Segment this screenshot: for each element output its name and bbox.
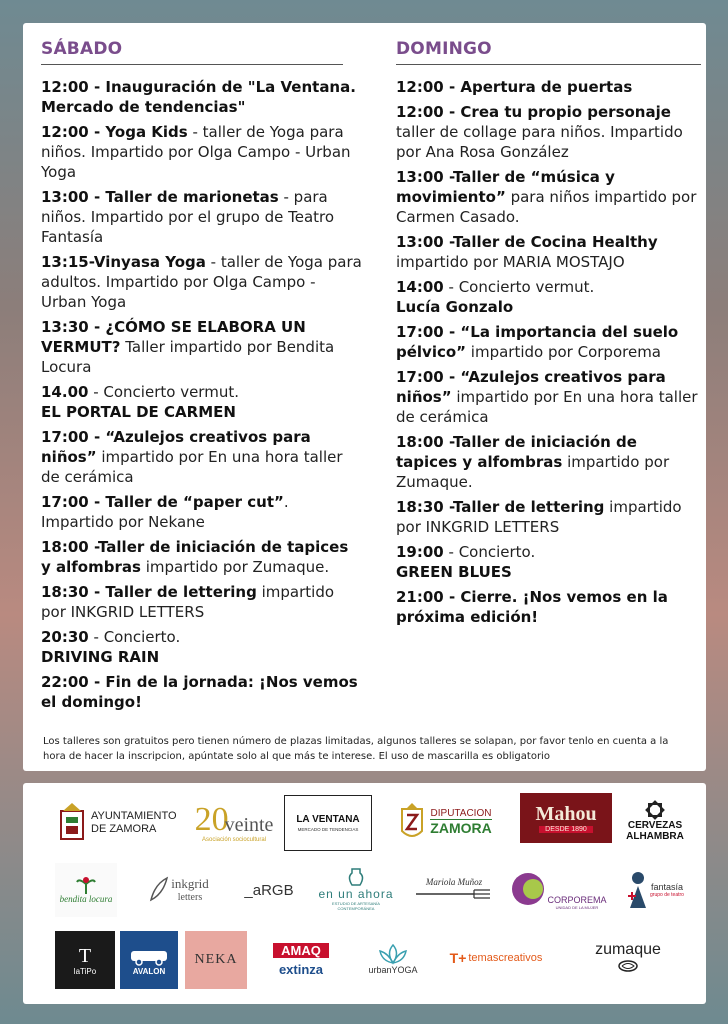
schedule-event [396,77,701,97]
event-highlight: 18:00 -Taller de iniciación de tapices y alfombras [41,538,349,576]
schedule-event [396,587,701,627]
event-highlight: 14:00 [396,278,444,296]
sunday-title: DOMINGO [396,39,701,65]
diputacion-crest-icon [398,801,426,843]
schedule-event [396,497,701,537]
fantasia-text: fantasía [650,882,683,892]
event-highlight: 17:00 - “Azulejos creativos para niños” [396,368,666,406]
event-description: impartido por En una hora taller de cerámica [41,448,343,486]
event-highlight: 12:00 - Apertura de puertas [396,78,633,96]
latipo-mark-icon: T [78,944,92,967]
sunday-events [396,77,701,627]
avalon-car-icon [127,945,171,967]
mahou-subtitle: DESDE 1890 [539,826,593,833]
event-description: impartido por INKGRID LETTERS [396,498,682,536]
event-highlight: 12:00 - Crea tu propio personaje [396,103,671,121]
event-highlight: 17:00 - “Azulejos creativos para niños” [41,428,311,466]
event-description: . Impartido por Nekane [41,493,289,531]
event-highlight: 13:15-Vinyasa Yoga [41,253,206,271]
logo-mariola-munoz [408,869,500,909]
event-highlight: 20:30 [41,628,89,646]
event-description: - taller de Yoga para niños. Impartido por Olga Campo - Urban Yoga [41,123,351,181]
saturday-events [41,77,363,712]
logo-bendita-locura [55,863,117,917]
schedule-event [396,167,701,227]
schedule-event [41,187,363,247]
schedule-event [396,322,701,362]
event-description: taller de collage para niños. Impartido por Ana Rosa González [396,123,683,161]
temas-mark-icon: T+ [449,950,467,966]
logo-en-un-ahora [315,857,397,921]
corporema-subtitle: UNIDAD DE LA MUJER [555,904,599,910]
logo-ayuntamiento-zamora [53,795,183,851]
schedule-event [41,252,363,312]
event-highlight: 13:00 -Taller de Cocina Healthy [396,233,658,251]
schedule-event [41,582,363,622]
schedule-event [41,382,363,422]
event-description: impartido por INKGRID LETTERS [41,583,335,621]
schedule-event [41,77,363,117]
event-highlight: 19:00 [396,543,444,561]
event-description: impartido por Zumaque. [396,453,670,491]
event-description: - Concierto. [88,628,181,646]
laventana-subtitle: MERCADO DE TENDENCIAS [297,827,359,832]
event-highlight: 13:00 - Taller de marionetas [41,188,279,206]
logo-temas-creativos [437,943,555,973]
fantasia-subtitle: grupo de teatro [650,892,684,898]
bendita-text: bendita locura [59,894,113,904]
fantasia-figure-icon [626,870,650,910]
diputacion-zamora-text: ZAMORA [430,820,492,836]
alhambra-star-icon [645,800,665,820]
temas-text: temascreativos [468,952,543,964]
event-description: impartido por MARIA MOSTAJO [396,253,625,271]
schedule-event [396,102,701,162]
logo-20-veinte [188,793,280,853]
latipo-text: laTiPo [73,966,97,976]
argb-text: _aRGB [244,881,294,899]
mariola-text: Mariola Muñoz [425,877,483,887]
schedule-event [41,427,363,487]
diputacion-text: DIPUTACION [430,808,492,819]
event-description: - para niños. Impartido por el grupo de Teatro Fantasía [41,188,335,246]
inkgrid-letters-text: letters [177,891,203,903]
schedule-event [396,277,701,317]
sponsor-logos [23,783,706,1004]
schedule-event [41,492,363,532]
schedule-event [396,232,701,272]
corporema-text: CORPOREMA [547,894,607,905]
sunday-column [396,39,701,632]
zamora-crest-icon [57,801,87,845]
zumaque-text: zumaque [595,941,661,958]
logo-latipo [55,931,115,989]
enunahora-text: en un ahora [318,887,394,901]
event-highlight: 13:30 - ¿CÓMO SE ELABORA UN VERMUT? [41,318,306,356]
cervezas-text: CERVEZAS [627,820,683,831]
logo-diputacion-zamora [386,795,504,849]
schedule-event [41,627,363,667]
laventana-text: LA VENTANA [296,814,360,825]
logo-avalon [120,931,178,989]
ayuntamiento-text: AYUNTAMIENTO DE ZAMORA [91,810,177,835]
event-description: - Concierto vermut. [88,383,239,401]
alhambra-text: ALHAMBRA [626,831,684,842]
veinte-subtitle: Asociación sociocultural [201,837,267,843]
event-highlight: 13:00 -Taller de “música y movimiento” [396,168,615,206]
event-highlight: 14.00 [41,383,89,401]
mahou-text: Mahou [535,803,597,825]
event-description: - taller de Yoga para adultos. Impartido por Olga Campo - Urban Yoga [41,253,362,311]
veinte-word: veinte [224,814,274,836]
logo-zumaque [569,935,687,979]
event-description: Taller impartido por Bendita Locura [41,338,335,376]
urbanyoga-lotus-icon [378,943,408,965]
zumaque-knot-icon [616,959,640,973]
logo-inkgrid-letters [133,867,223,911]
urbanyoga-text: urbanYOGA [368,965,418,975]
event-highlight: 12:00 - Yoga Kids [41,123,188,141]
logo-neka [185,931,247,989]
event-highlight: 17:00 - “La importancia del suelo pélvico” [396,323,679,361]
saturday-column [41,39,363,717]
inkgrid-text: inkgrid [171,875,209,891]
event-highlight: 18:00 -Taller de iniciación de tapices y alfombras [396,433,637,471]
enunahora-subtitle: ESTUDIO DE ARTESANÍA CONTEMPORÁNEA [332,901,380,911]
event-description: para niños impartido por Carmen Casado. [396,188,697,226]
event-performer: Lucía Gonzalo [396,298,514,316]
event-highlight: 17:00 - Taller de “paper cut” [41,493,284,511]
event-description: impartido por En una hora taller de cerámica [396,388,698,426]
schedule-panel [23,23,706,771]
schedule-event [41,317,363,377]
event-description: - Concierto. [443,543,536,561]
schedule-event [396,542,701,582]
logo-cervezas-alhambra [619,791,691,851]
logo-corporema [511,859,607,919]
schedule-event [41,672,363,712]
saturday-title: SÁBADO [41,39,343,65]
logo-argb [233,873,305,907]
event-performer: GREEN BLUES [396,563,512,581]
event-description: impartido por Corporema [466,343,661,361]
schedule-event [41,537,363,577]
avalon-text: AVALON [132,966,166,976]
enunahora-vase-icon [345,867,367,887]
bendita-plant-icon [73,876,99,894]
event-highlight: 22:00 - Fin de la jornada: ¡Nos vemos el domingo! [41,673,358,711]
schedule-event [41,122,363,182]
logo-urban-yoga [355,931,431,987]
event-highlight: 21:00 - Cierre. ¡Nos vemos en la próxima edición! [396,588,668,626]
schedule-event [396,367,701,427]
event-highlight: 12:00 - Inauguración de "La Ventana. Mercado de tendencias" [41,78,356,116]
event-highlight: 18:30 -Taller de lettering [396,498,605,516]
disclaimer-note: Los talleres son gratuitos pero tienen número de plazas limitadas, algunos talleres se solapan, por favor tenlo en cuenta a la hora de hacer la inscripcion, apúntate solo al que más te interese. El uso de mascarilla es obligatorio [43,736,669,762]
inkgrid-leaf-icon [147,876,169,902]
veinte-number: 20 [194,801,229,838]
corporema-circle-icon [511,872,545,906]
logo-amaq-extinza [261,933,341,987]
event-performer: DRIVING RAIN [41,648,160,666]
logo-la-ventana [284,795,372,851]
extinza-text: extinza [278,962,324,977]
event-description: - Concierto vermut. [443,278,595,296]
logo-mahou [520,793,612,843]
schedule-event [396,432,701,492]
neka-text: NEKA [194,952,238,967]
logo-fantasia [619,861,691,919]
event-performer: EL PORTAL DE CARMEN [41,403,236,421]
mariola-fork-icon [414,887,494,901]
event-highlight: 18:30 - Taller de lettering [41,583,257,601]
event-description: impartido por Zumaque. [140,558,330,576]
amaq-text: AMAQ [273,943,329,958]
